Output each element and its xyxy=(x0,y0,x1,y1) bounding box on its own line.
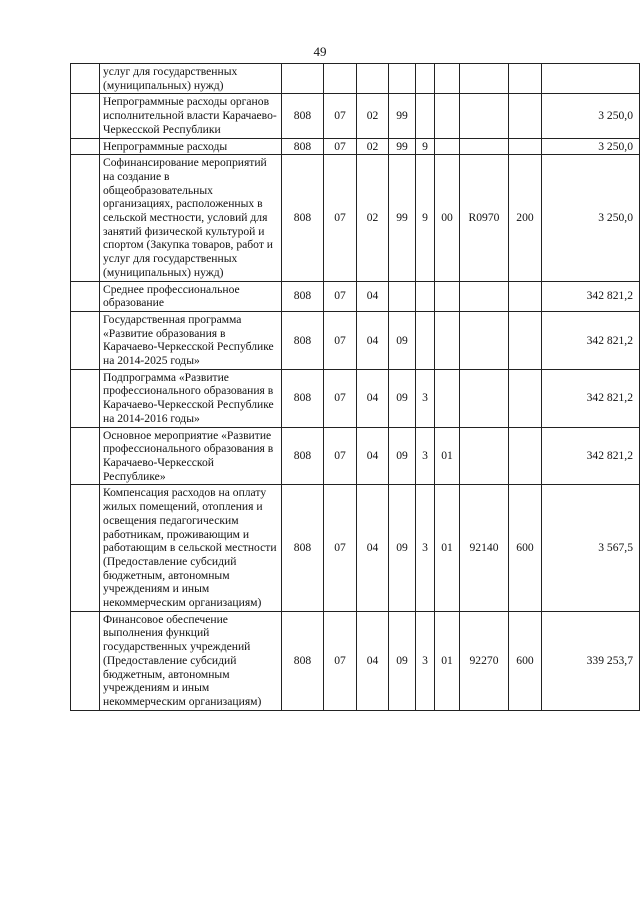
code-cell-c1: 808 xyxy=(282,427,324,485)
code-cell-c3: 02 xyxy=(357,138,389,155)
code-cell-c2: 07 xyxy=(324,485,357,611)
code-cell-c3: 04 xyxy=(357,369,389,427)
code-cell-c8 xyxy=(509,369,542,427)
item-name-cell: услуг для государственных (муниципальных) нужд) xyxy=(100,64,282,94)
code-cell-c5: 3 xyxy=(416,485,435,611)
code-cell-c1: 808 xyxy=(282,369,324,427)
code-cell-c8 xyxy=(509,311,542,369)
code-cell-c3 xyxy=(357,64,389,94)
code-cell-c4 xyxy=(389,64,416,94)
code-cell-c7 xyxy=(460,311,509,369)
row-number-cell xyxy=(71,485,100,611)
item-name-cell: Компенсация расходов на оплату жилых помещений, отопления и освещения педагогическим работникам, проживающим и работающим в сельской местности (Предоставление субсидий бюджетным, автономным учреждениям и иным некоммерческим организациям) xyxy=(100,485,282,611)
code-cell-c1: 808 xyxy=(282,311,324,369)
code-cell-c3: 02 xyxy=(357,94,389,138)
code-cell-c2: 07 xyxy=(324,94,357,138)
code-cell-c2: 07 xyxy=(324,369,357,427)
code-cell-c5: 9 xyxy=(416,138,435,155)
code-cell-c4: 09 xyxy=(389,427,416,485)
row-number-cell xyxy=(71,427,100,485)
code-cell-c7 xyxy=(460,138,509,155)
code-cell-c1: 808 xyxy=(282,155,324,281)
code-cell-c4: 09 xyxy=(389,611,416,710)
amount-cell: 339 253,7 xyxy=(542,611,640,710)
amount-cell: 3 250,0 xyxy=(542,94,640,138)
code-cell-c7: R0970 xyxy=(460,155,509,281)
code-cell-c1: 808 xyxy=(282,281,324,311)
code-cell-c8: 600 xyxy=(509,485,542,611)
code-cell-c6: 00 xyxy=(435,155,460,281)
row-number-cell xyxy=(71,611,100,710)
row-number-cell xyxy=(71,138,100,155)
code-cell-c5 xyxy=(416,64,435,94)
code-cell-c4: 99 xyxy=(389,94,416,138)
code-cell-c5 xyxy=(416,94,435,138)
amount-cell: 342 821,2 xyxy=(542,311,640,369)
code-cell-c2 xyxy=(324,64,357,94)
row-number-cell xyxy=(71,311,100,369)
item-name-cell: Подпрограмма «Развитие профессионального образования в Карачаево-Черкесской Республике на 2014-2016 годы» xyxy=(100,369,282,427)
code-cell-c1 xyxy=(282,64,324,94)
code-cell-c3: 04 xyxy=(357,611,389,710)
code-cell-c4: 99 xyxy=(389,155,416,281)
code-cell-c5: 3 xyxy=(416,369,435,427)
item-name-cell: Непрограммные расходы органов исполнительной власти Карачаево-Черкесской Республики xyxy=(100,94,282,138)
item-name-cell: Непрограммные расходы xyxy=(100,138,282,155)
table-row xyxy=(71,64,640,94)
code-cell-c3: 04 xyxy=(357,485,389,611)
code-cell-c2: 07 xyxy=(324,281,357,311)
page-number: 49 xyxy=(313,44,327,59)
code-cell-c6 xyxy=(435,311,460,369)
item-name-cell: Финансовое обеспечение выполнения функций государственных учреждений (Предоставление субсидий бюджетным, автономным учреждениям и иным некоммерческим организациям) xyxy=(100,611,282,710)
amount-cell: 342 821,2 xyxy=(542,281,640,311)
code-cell-c5 xyxy=(416,281,435,311)
code-cell-c7 xyxy=(460,64,509,94)
row-number-cell xyxy=(71,64,100,94)
code-cell-c2: 07 xyxy=(324,155,357,281)
item-name-cell: Среднее профессиональное образование xyxy=(100,281,282,311)
code-cell-c6: 01 xyxy=(435,611,460,710)
item-name-cell: Государственная программа «Развитие образования в Карачаево-Черкесской Республике на 2014-2025 годы» xyxy=(100,311,282,369)
code-cell-c8 xyxy=(509,64,542,94)
code-cell-c6 xyxy=(435,138,460,155)
table-row xyxy=(71,369,640,427)
code-cell-c4: 09 xyxy=(389,369,416,427)
item-name-cell: Основное мероприятие «Развитие профессионального образования в Карачаево-Черкесской Республике» xyxy=(100,427,282,485)
code-cell-c6 xyxy=(435,281,460,311)
table-row xyxy=(71,94,640,138)
amount-cell xyxy=(542,64,640,94)
code-cell-c2: 07 xyxy=(324,611,357,710)
table-row xyxy=(71,611,640,710)
table-row xyxy=(71,138,640,155)
item-name-cell: Софинансирование мероприятий на создание в общеобразовательных организациях, расположенных в сельской местности, условий для занятий физической культурой и спортом (Закупка товаров, работ и услуг для государственных (муниципальных) нужд) xyxy=(100,155,282,281)
code-cell-c1: 808 xyxy=(282,138,324,155)
code-cell-c6 xyxy=(435,369,460,427)
row-number-cell xyxy=(71,369,100,427)
code-cell-c6 xyxy=(435,64,460,94)
code-cell-c3: 02 xyxy=(357,155,389,281)
code-cell-c8: 200 xyxy=(509,155,542,281)
code-cell-c8 xyxy=(509,138,542,155)
code-cell-c3: 04 xyxy=(357,311,389,369)
code-cell-c8 xyxy=(509,94,542,138)
code-cell-c4: 99 xyxy=(389,138,416,155)
row-number-cell xyxy=(71,281,100,311)
code-cell-c4: 09 xyxy=(389,311,416,369)
code-cell-c2: 07 xyxy=(324,138,357,155)
code-cell-c8 xyxy=(509,281,542,311)
code-cell-c1: 808 xyxy=(282,94,324,138)
amount-cell: 3 250,0 xyxy=(542,138,640,155)
code-cell-c7: 92270 xyxy=(460,611,509,710)
table-row xyxy=(71,281,640,311)
code-cell-c5 xyxy=(416,311,435,369)
code-cell-c4 xyxy=(389,281,416,311)
code-cell-c5: 3 xyxy=(416,611,435,710)
code-cell-c7 xyxy=(460,369,509,427)
code-cell-c6 xyxy=(435,94,460,138)
code-cell-c2: 07 xyxy=(324,311,357,369)
code-cell-c7 xyxy=(460,281,509,311)
row-number-cell xyxy=(71,94,100,138)
code-cell-c3: 04 xyxy=(357,281,389,311)
table-row xyxy=(71,311,640,369)
code-cell-c5: 9 xyxy=(416,155,435,281)
code-cell-c4: 09 xyxy=(389,485,416,611)
amount-cell: 3 567,5 xyxy=(542,485,640,611)
amount-cell: 342 821,2 xyxy=(542,369,640,427)
code-cell-c8 xyxy=(509,427,542,485)
row-number-cell xyxy=(71,155,100,281)
code-cell-c7: 92140 xyxy=(460,485,509,611)
budget-table xyxy=(70,63,640,711)
code-cell-c1: 808 xyxy=(282,485,324,611)
code-cell-c1: 808 xyxy=(282,611,324,710)
code-cell-c8: 600 xyxy=(509,611,542,710)
code-cell-c7 xyxy=(460,94,509,138)
table-row xyxy=(71,485,640,611)
amount-cell: 3 250,0 xyxy=(542,155,640,281)
code-cell-c2: 07 xyxy=(324,427,357,485)
table-row xyxy=(71,427,640,485)
table-row xyxy=(71,155,640,281)
code-cell-c3: 04 xyxy=(357,427,389,485)
code-cell-c5: 3 xyxy=(416,427,435,485)
amount-cell: 342 821,2 xyxy=(542,427,640,485)
code-cell-c6: 01 xyxy=(435,485,460,611)
code-cell-c6: 01 xyxy=(435,427,460,485)
code-cell-c7 xyxy=(460,427,509,485)
